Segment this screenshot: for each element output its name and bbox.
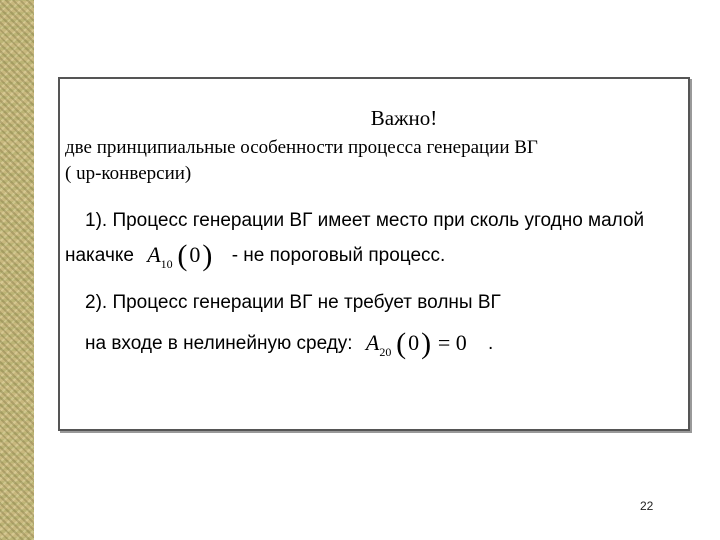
slide-heading: Важно! <box>370 106 438 130</box>
decorative-texture-strip <box>0 0 34 540</box>
item1-formula: $A_{10}$ (0) <box>147 239 213 272</box>
item1-prefix: накачке <box>65 245 134 267</box>
item2-line-2 <box>85 327 493 361</box>
item1-line-1: 1). Процесс генерации ВГ имеет место при сколь угодно малой <box>85 210 645 231</box>
item2-suffix: . <box>488 333 494 355</box>
item1-suffix: - не пороговый процесс. <box>231 245 446 267</box>
slide-content-frame <box>58 77 690 431</box>
item2-prefix: на входе в нелинейную среду: <box>85 333 353 355</box>
item2-formula: $A_{20}$ (0) = 0 <box>365 327 467 360</box>
item2-line-1: 2). Процесс генерации ВГ не требует волны ВГ <box>85 292 501 313</box>
intro-line-2: ( up-конверсии) <box>65 163 192 184</box>
intro-line-1: две принципиальные особенности процесса генерации ВГ <box>65 137 538 158</box>
item1-formula-var: A <box>147 242 161 267</box>
item2-formula-arg: 0 <box>408 330 420 355</box>
item2-formula-rhs: = 0 <box>437 330 467 355</box>
page-number: 22 <box>640 499 654 513</box>
item1-formula-arg: 0 <box>189 242 201 267</box>
item2-formula-sub: 20 <box>379 345 392 359</box>
item1-formula-sub: 10 <box>160 257 173 271</box>
item1-line-2 <box>65 239 445 273</box>
item2-formula-var: A <box>365 330 380 355</box>
